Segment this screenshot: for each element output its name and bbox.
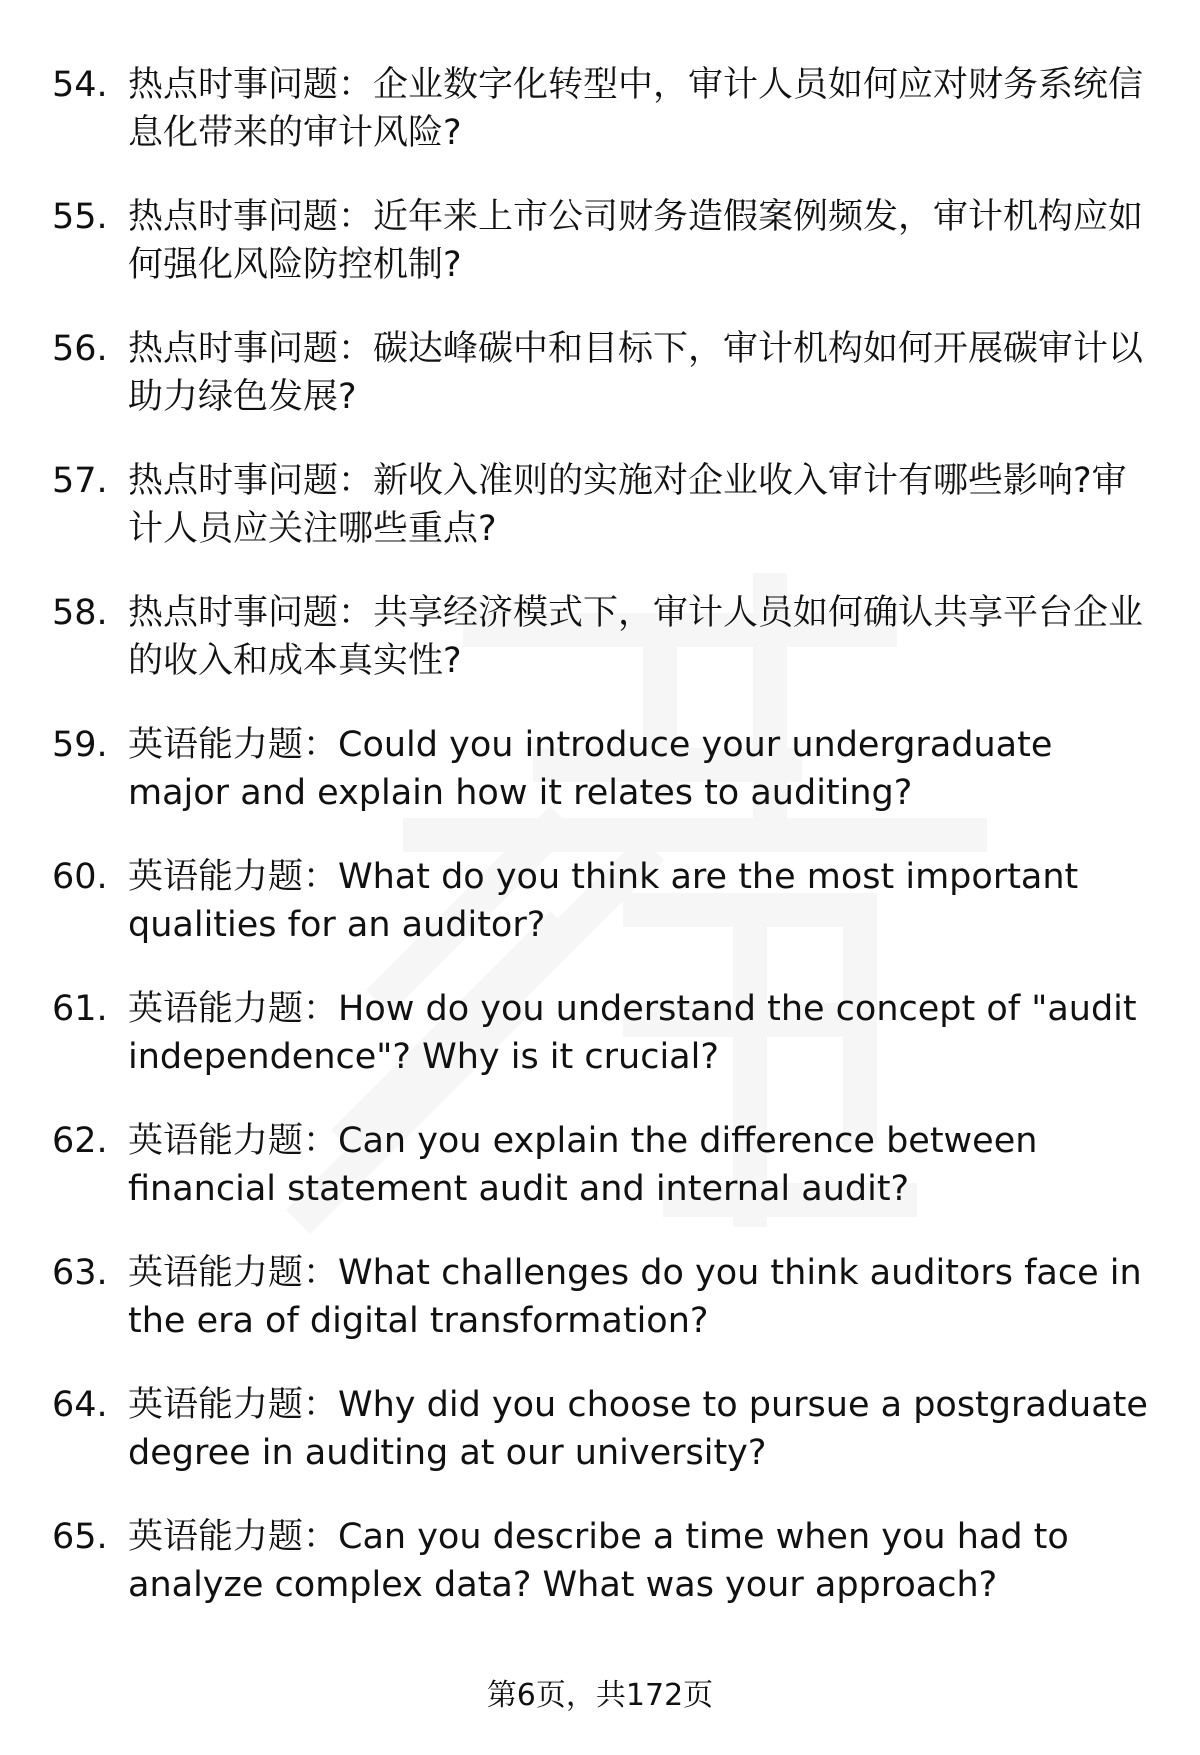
question-number: 56. (52, 329, 108, 369)
question-text: 热点时事问题：碳达峰碳中和目标下，审计机构如何开展碳审计以助力绿色发展? (128, 329, 1144, 417)
question-text: 英语能力题：Can you explain the difference between financial statement audit and internal audit? (128, 1121, 1038, 1209)
question-number: 55. (52, 197, 108, 237)
question-number: 58. (52, 593, 108, 633)
question-item-64 (52, 1381, 1152, 1513)
question-number: 60. (52, 857, 108, 897)
question-text: 英语能力题：What challenges do you think auditors face in the era of digital transformation? (128, 1253, 1142, 1341)
question-item-54 (52, 61, 1152, 193)
question-text: 热点时事问题：近年来上市公司财务造假案例频发，审计机构应如何强化风险防控机制? (128, 197, 1144, 285)
question-item-57 (52, 457, 1152, 589)
question-item-60 (52, 853, 1152, 985)
question-number: 65. (52, 1517, 108, 1557)
question-number: 62. (52, 1121, 108, 1161)
question-item-61 (52, 985, 1152, 1117)
question-text: 英语能力题：Why did you choose to pursue a postgraduate degree in auditing at our university? (128, 1385, 1148, 1473)
question-item-56 (52, 325, 1152, 457)
question-text: 热点时事问题：新收入准则的实施对企业收入审计有哪些影响?审计人员应关注哪些重点? (128, 461, 1127, 549)
question-item-59 (52, 721, 1152, 853)
question-number: 63. (52, 1253, 108, 1293)
question-number: 54. (52, 65, 108, 105)
question-text: 英语能力题：How do you understand the concept of "audit independence"? Why is it crucial? (128, 989, 1137, 1077)
question-text: 英语能力题：Can you describe a time when you had to analyze complex data? What was your approach? (128, 1517, 1069, 1605)
question-text: 热点时事问题：共享经济模式下，审计人员如何确认共享平台企业的收入和成本真实性? (128, 593, 1144, 681)
question-number: 59. (52, 725, 108, 765)
question-item-63 (52, 1249, 1152, 1381)
question-number: 61. (52, 989, 108, 1029)
question-number: 57. (52, 461, 108, 501)
question-list (52, 61, 1152, 1645)
question-text: 英语能力题：Could you introduce your undergraduate major and explain how it relates to auditing? (128, 725, 1053, 813)
question-item-65 (52, 1513, 1152, 1645)
question-text: 热点时事问题：企业数字化转型中，审计人员如何应对财务系统信息化带来的审计风险? (128, 65, 1144, 153)
question-item-62 (52, 1117, 1152, 1249)
page-number-footer: 第6页，共172页 (486, 1678, 714, 1713)
question-number: 64. (52, 1385, 108, 1425)
question-text: 英语能力题：What do you think are the most important qualities for an auditor? (128, 857, 1079, 945)
question-item-58 (52, 589, 1152, 721)
question-item-55 (52, 193, 1152, 325)
